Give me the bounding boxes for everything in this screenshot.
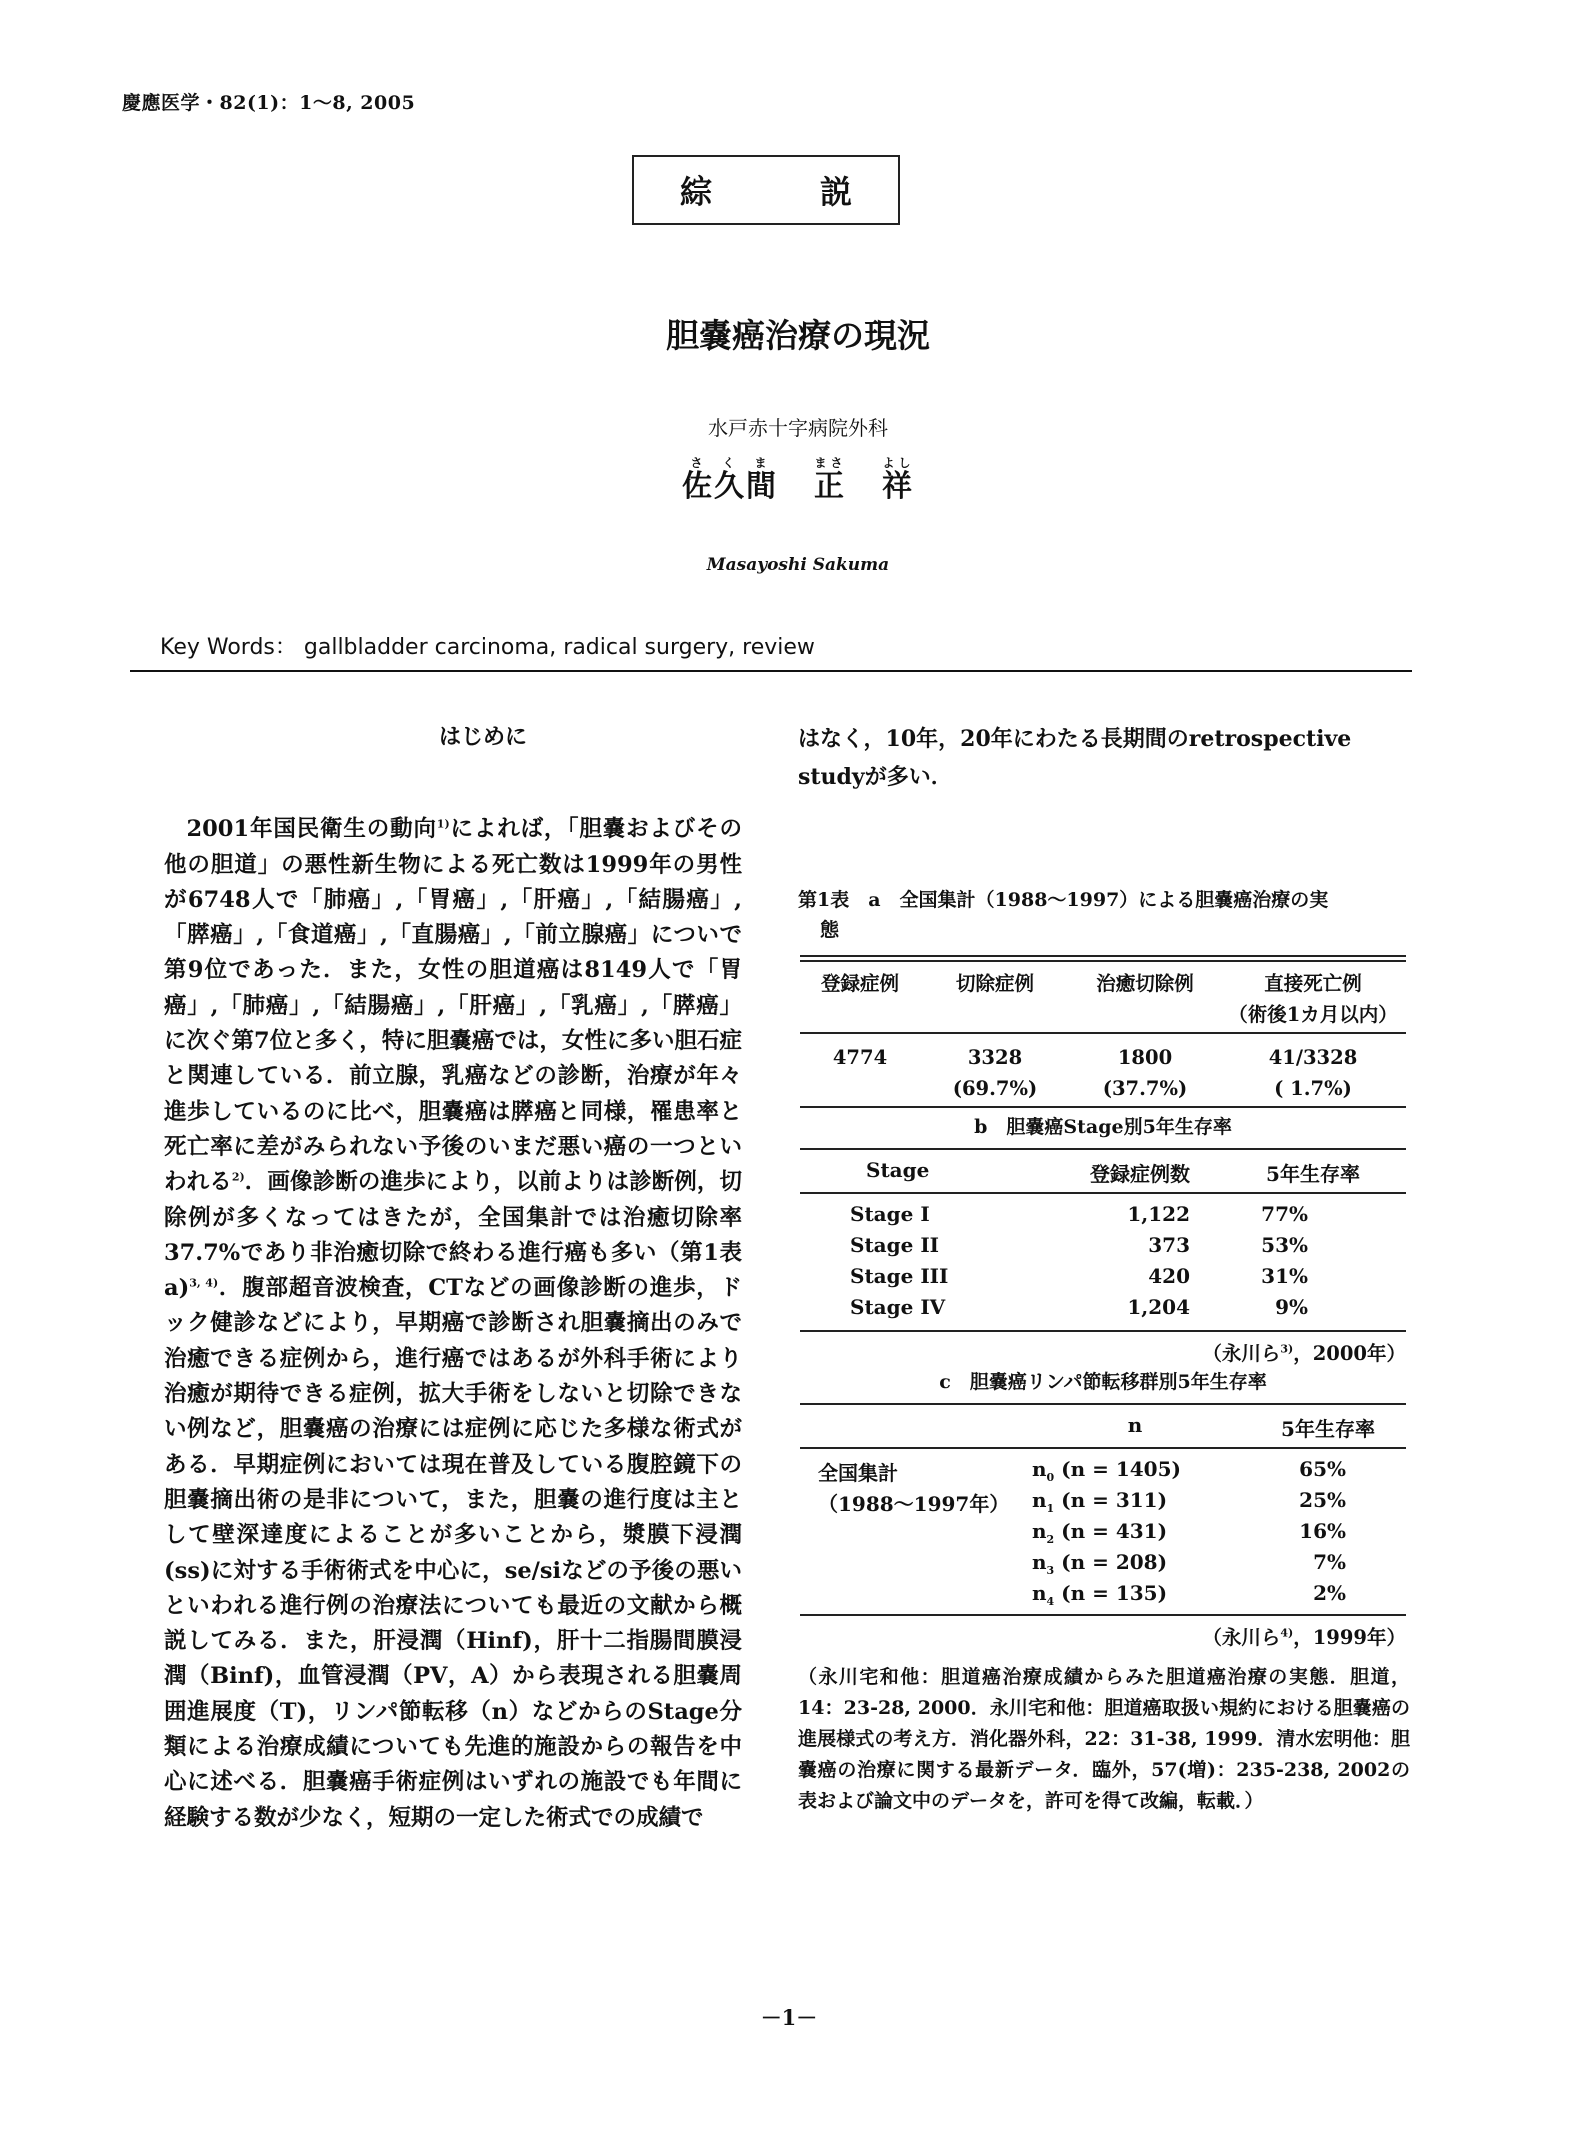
table-reference-note: （永川宅和他：胆道癌治療成績からみた胆道癌治療の実態．胆道，14：23-28, 2000．永川宅和他：胆道癌取扱い規約における胆嚢癌の進展様式の考え方．消化器外科，22：31-38, 1999．清水宏明他：胆嚢癌の治療に関する最新データ．臨外，57(増)：235-238, 2002の表および論文中のデータを，許可を得て改編，転載．） (798, 1666, 1410, 1812)
table-a-bottom-rule (800, 1106, 1406, 1108)
table-a-cell: 4774 (832, 1046, 888, 1069)
author-char: 正まさ (814, 456, 846, 504)
page-number: －1－ (760, 2005, 818, 2030)
article-category-box (632, 155, 900, 225)
category-char-right: 説 (819, 173, 852, 211)
table-b-bottom-rule (800, 1330, 1406, 1332)
table-a-cell: 3328 (69.7%) (952, 1046, 1038, 1100)
table-b-header-rule (800, 1192, 1406, 1194)
table-c-bottom-rule (800, 1614, 1406, 1616)
table-b-row: Stage I 1,122 77% (850, 1202, 1308, 1226)
table1-caption: 第1表 a 全国集計（1988～1997）による胆嚢癌治療の実 態 (798, 889, 1329, 941)
table-c-row: 全国集計 $n_0$ (n = 1405) 65% (800, 1457, 1406, 1486)
table-c-row: $n_4$ (n = 135) 2% (1032, 1581, 1346, 1608)
author-char: 久く (714, 456, 746, 504)
right-column (798, 720, 1406, 796)
table-a-header-rule (800, 1032, 1406, 1034)
author-name (0, 456, 1574, 505)
table-c-group-period: （1988～1997年） (818, 1492, 1010, 1516)
citation: 2) (231, 1170, 245, 1184)
intro-paragraph: 2001年国民衛生の動向$^{1)}$によれば，「胆嚢およびその他の胆道」の悪性新生物による死亡数は1999年の男性が6748人で「肺癌」,「胃癌」,「肝癌」,「結腸癌」,「膵癌」,「食道癌」,「直腸癌」,「前立腺癌」についで第9位であった．また，女性の胆道癌は8149人で「胃癌」,「肺癌」,「結腸癌」,「肝癌」,「乳癌」,「膵癌」に次ぐ第7位と多く，特に胆嚢癌では，女性に多い胆石症と関連している．前立腺，乳癌などの診断，治療が年々進歩しているのに比べ，胆嚢癌は膵癌と同様，罹患率と死亡率に差がみられない予後のいまだ悪い癌の一つといわれる$^{2)}$．画像診断の進歩により，以前よりは診断例，切除例が多くなってはきたが，全国集計では治癒切除率37.7%であり非治癒切除で終わる進行癌も多い（第1表a)$^{3, 4)}$．腹部超音波検査，CTなどの画像診断の進歩，ドック健診などにより，早期癌で診断され胆嚢摘出のみで治癒できる症例から，進行癌ではあるが外科手術により治癒が期待できる症例，拡大手術をしないと切除できない例など，胆嚢癌の治療には症例に応じた多様な術式がある．早期症例においては現在普及している腹腔鏡下の胆嚢摘出術の是非について，また，胆嚢の進行度は主として壁深達度によることが多いことから，漿膜下浸潤(ss)に対する手術術式を中心に，se/siなどの予後の悪いといわれる進行例の治療法についても最近の文献から概説してみる．また，肝浸潤（Hinf)，肝十二指腸間膜浸潤（Binf)，血管浸潤（PV，A）から表現される胆嚢周囲進展度（T)，リンパ節転移（n）などからのStage分類による治療成績についても先進的施設からの報告を中心に述べる．胆嚢癌手術症例はいずれの施設でも年間に経験する数が少なく，短期の一定した術式での成績で (164, 816, 743, 1831)
table-a-header: 登録症例 (820, 972, 899, 995)
table-b-header: 5年生存率 (1266, 1162, 1360, 1186)
author-affiliation: 水戸赤十字病院外科 (708, 416, 888, 440)
table-b-row: Stage IV 1,204 9% (850, 1295, 1308, 1319)
table-a-header: 治癒切除例 (1096, 972, 1194, 995)
table-c-header (800, 1413, 1020, 1442)
continuation-paragraph: はなく，10年，20年にわたる長期間のretrospective studyが多い． (798, 726, 1352, 790)
table-a-header: 切除症例 (955, 972, 1034, 995)
table-c-row: $n_3$ (n = 208) 7% (1032, 1550, 1346, 1577)
table-c-row: $n_2$ (n = 431) 16% (1032, 1519, 1346, 1546)
journal-reference: 慶應医学・82(1)：1～8, 2005 (122, 92, 416, 114)
table-c-header-rule (800, 1447, 1406, 1449)
table-a-header: 直接死亡例 （術後1カ月以内） (1228, 972, 1398, 1026)
keywords-label: Key Words： (160, 635, 297, 660)
table-a-data-row (800, 1042, 1406, 1104)
keywords-divider (130, 670, 1412, 672)
table-a-top-rule (800, 955, 1406, 962)
article-title: 胆嚢癌治療の現況 (666, 316, 930, 355)
table-c-source: （永川ら$^{4)}$，1999年） (1202, 1626, 1406, 1649)
table-b-header: 登録症例数 (1090, 1162, 1190, 1186)
author-romaji: Masayoshi Sakuma (706, 555, 890, 575)
table-c-top-rule (800, 1403, 1406, 1405)
table-b-top-rule (800, 1148, 1406, 1150)
table-a-cell: 41/3328 ( 1.7%) (1268, 1046, 1358, 1100)
table-b-source: （永川ら$^{3)}$，2000年） (1202, 1342, 1406, 1365)
table-b-header: Stage (866, 1158, 930, 1182)
table-b-row: Stage III 420 31% (850, 1264, 1308, 1288)
keywords-list: gallbladder carcinoma, radical surgery, review (303, 635, 815, 660)
table-c-header: 5年生存率 (1281, 1417, 1375, 1441)
table-c-caption: c 胆嚢癌リンパ節転移群別5年生存率 (939, 1371, 1267, 1393)
table-c-header-row (800, 1413, 1406, 1442)
table-a-header-row (800, 968, 1406, 1030)
table-c-group-label: 全国集計 (818, 1461, 898, 1485)
table-b-caption: b 胆嚢癌Stage別5年生存率 (974, 1116, 1232, 1138)
left-column (164, 720, 742, 1836)
author-char: 祥よし (882, 456, 914, 504)
keywords (160, 630, 815, 661)
table-c-header: n (1127, 1413, 1143, 1437)
citation: 3, 4) (189, 1276, 219, 1290)
table-b-row: Stage II 373 53% (850, 1233, 1308, 1257)
category-char-left: 綜 (680, 173, 713, 211)
citation: 1) (436, 817, 450, 831)
author-char: 佐さ (682, 456, 714, 504)
section-heading-introduction: はじめに (438, 724, 527, 750)
table-b-header-row (800, 1158, 1406, 1187)
table-c-row: （1988～1997年） $n_1$ (n = 311) 25% (800, 1488, 1406, 1517)
author-char: 間ま (746, 456, 778, 504)
table-a-cell: 1800 (37.7%) (1102, 1046, 1188, 1100)
